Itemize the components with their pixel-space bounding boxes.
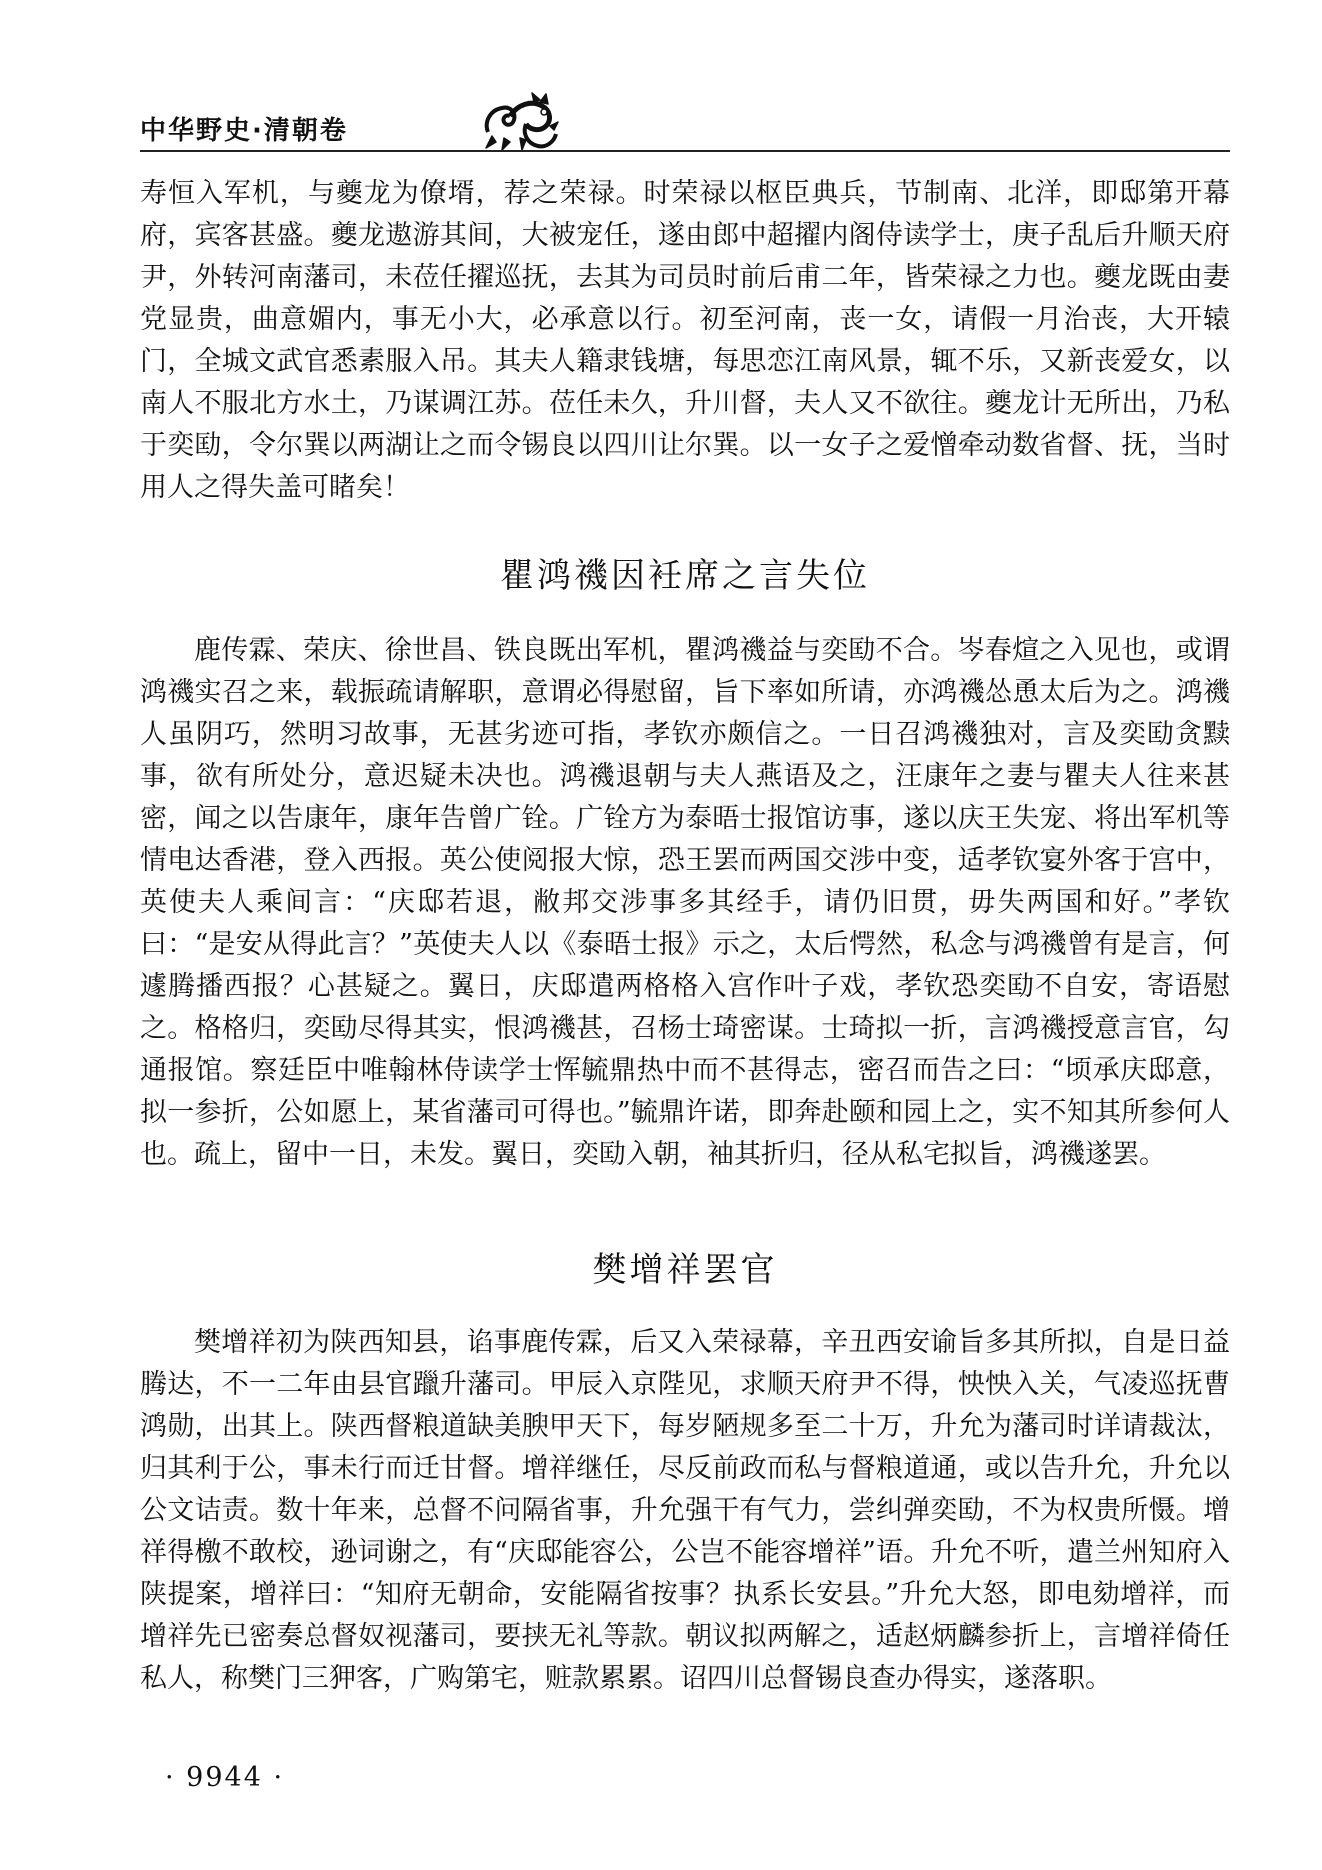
page-number: · 9944 · <box>165 1762 285 1793</box>
section-title-qu-hongji: 瞿鸿禨因衽席之言失位 <box>500 556 870 596</box>
section-body-fan-zengxiang: 樊增祥初为陕西知县，谄事鹿传霖，后又入荣禄幕，辛丑西安谕旨多其所拟，自是日益腾达，不一二年由县官躐升藩司。甲辰入京陛见，求顺天府尹不得，怏怏入关，气凌巡抚曹鸿勋，出其上。陕西督粮道缺美腴甲天下，每岁陋规多至二十万，升允为藩司时详请裁汰，归其利于公，事未行而迁甘督。增祥继任，尽反前政而私与督粮道通，或以告升允，升允以公文诘责。数十年来，总督不问隔省事，升允强干有气力，尝纠弹奕劻，不为权贵所慑。增祥得檄不敢校，逊词谢之，有“庆邸能容公，公岂不能容增祥”语。升允不听，遣兰州知府入陕提案，增祥曰：“知府无朝命，安能隔省按事？执系长安县。”升允大怒，即电劾增祥，而增祥先已密奏总督奴视藩司，要挟无礼等款。朝议拟两解之，适赵炳麟参折上，言增祥倚任私人，称樊门三狎客，广购第宅，赃款累累。诏四川总督锡良查办得实，遂落职。 <box>140 1327 1230 1694</box>
book-title: 中华野史·清朝卷 <box>140 116 348 146</box>
page-header <box>140 100 1230 160</box>
section-title-fan-zengxiang: 樊增祥罢官 <box>592 1250 778 1290</box>
dragon-icon <box>480 92 560 154</box>
header-divider <box>140 150 1230 152</box>
opening-paragraph: 寿恒入军机，与夔龙为僚壻，荐之荣禄。时荣禄以枢臣典兵，节制南、北洋，即邸第开幕府，宾客甚盛。夔龙遨游其间，大被宠任，遂由郎中超擢内阁侍读学士，庚子乱后升顺天府尹，外转河南藩司，未莅任擢巡抚，去其为司员时前后甫二年，皆荣禄之力也。夔龙既由妻党显贵，曲意媚内，事无小大，必承意以行。初至河南，丧一女，请假一月治丧，大开辕门，全城文武官悉素服入吊。其夫人籍隶钱塘，每思恋江南风景，辄不乐，又新丧爱女，以南人不服北方水土，乃谋调江苏。莅任未久，升川督，夫人又不欲往。夔龙计无所出，乃私于奕劻，令尔巽以两湖让之而令锡良以四川让尔巽。以一女子之爱憎牵动数省督、抚，当时用人之得失盖可睹矣！ <box>140 178 1230 503</box>
section-body-qu-hongji: 鹿传霖、荣庆、徐世昌、铁良既出军机，瞿鸿禨益与奕劻不合。岑春煊之入见也，或谓鸿禨实召之来，载振疏请解职，意谓必得慰留，旨下率如所请，亦鸿禨怂恿太后为之。鸿禨人虽阴巧，然明习故事，无甚劣迹可指，孝钦亦颇信之。一日召鸿禨独对，言及奕劻贪黩事，欲有所处分，意迟疑未决也。鸿禨退朝与夫人燕语及之，汪康年之妻与瞿夫人往来甚密，闻之以告康年，康年告曾广铨。广铨方为泰晤士报馆访事，遂以庆王失宠、将出军机等情电达香港，登入西报。英公使阅报大惊，恐王罢而两国交涉中变，适孝钦宴外客于宫中，英使夫人乘间言：“庆邸若退，敝邦交涉事多其经手，请仍旧贯，毋失两国和好。”孝钦曰：“是安从得此言？”英使夫人以《泰晤士报》示之，太后愕然，私念与鸿禨曾有是言，何遽腾播西报？心甚疑之。翼日，庆邸遣两格格入宫作叶子戏，孝钦恐奕劻不自安，寄语慰之。格格归，奕劻尽得其实，恨鸿禨甚，召杨士琦密谋。士琦拟一折，言鸿禨授意言官，勾通报馆。察廷臣中唯翰林侍读学士恽毓鼎热中而不甚得志，密召而告之曰：“顷承庆邸意，拟一参折，公如愿上，某省藩司可得也。”毓鼎许诺，即奔赴颐和园上之，实不知其所参何人也。疏上，留中一日，未发。翼日，奕劻入朝，袖其折归，径从私宅拟旨，鸿禨遂罢。 <box>140 635 1230 1170</box>
